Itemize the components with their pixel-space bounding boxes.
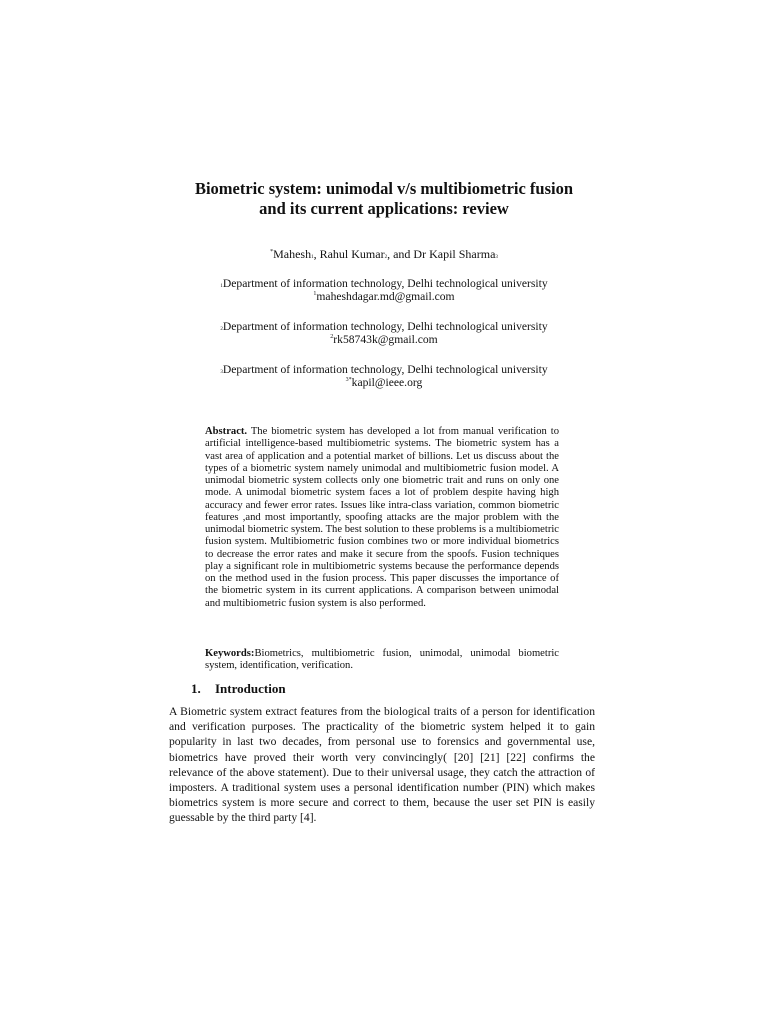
email-mark: 2	[330, 334, 334, 341]
affiliation-dept: Department of information technology, Delhi technological university	[222, 277, 548, 290]
section-number: 1.	[191, 681, 201, 696]
author-index-3: 3	[495, 255, 498, 260]
email-mark: 3*	[345, 377, 352, 384]
keywords-text: Biometrics, multibiometric fusion, unimodal, unimodal biometric system, identification, verification.	[205, 648, 559, 672]
affiliation-email: rk58743k@gmail.com	[333, 333, 438, 346]
abstract-label: Abstract.	[205, 426, 248, 437]
title-line-1: Biometric system: unimodal v/s multibiometric fusion	[194, 179, 574, 198]
author-mahesh: Mahesh	[273, 247, 312, 261]
abstract	[205, 426, 559, 610]
author-rahul-kumar: , Rahul Kumar	[313, 247, 385, 261]
email-mark: 1	[313, 291, 317, 298]
corresponding-mark: *	[270, 249, 274, 255]
section-title: Introduction	[215, 681, 286, 696]
affiliation-1	[150, 277, 618, 303]
affiliation-index: 3	[220, 370, 223, 375]
affiliation-index: 2	[220, 327, 223, 332]
affiliation-email: kapil@ieee.org	[351, 376, 423, 389]
affiliation-email: maheshdagar.md@gmail.com	[316, 290, 455, 303]
author-index-1: 1	[311, 255, 314, 260]
affiliation-3	[150, 363, 618, 389]
section-heading-introduction	[191, 681, 286, 697]
paper-title	[150, 179, 618, 219]
author-kapil-sharma: , and Dr Kapil Sharma	[387, 247, 496, 261]
keywords	[205, 648, 559, 673]
title-line-2: and its current applications: review	[259, 199, 509, 218]
author-list	[150, 246, 618, 262]
affiliation-2	[150, 320, 618, 346]
keywords-label: Keywords:	[205, 648, 255, 659]
affiliation-index: 1	[220, 284, 223, 289]
abstract-text: The biometric system has developed a lot from manual verification to artificial intelligence-based multibiometric systems. The biometric system has a vast area of application and a potential market of billions. Let us discuss about the types of a biometric system namely unimodal and multibiometric fusion model. A unimodal biometric system collects only one biometric trait and runs on only one mode. A unimodal biometric system faces a lot of problem despite having high accuracy and fewer error rates. Issues like intra-class variation, common biometric features ,and most importantly, spoofing attacks are the major problem with the unimodal biometric system. The best solution to these problems is a multibiometric fusion system. Multibiometric fusion combines two or more individual biometrics to decrease the error rates and make it secure from the spoofs. Fusion techniques play a significant role in multibiometric systems because the performance depends on the method used in the fusion process. This paper discusses the importance of the biometric system in its current applications. A comparison between unimodal and multibiometric fusion system is also performed.	[205, 426, 559, 609]
affiliation-dept: Department of information technology, Delhi technological university	[222, 363, 548, 376]
author-index-2: 2	[384, 255, 388, 260]
affiliation-dept: Department of information technology, Delhi technological university	[222, 320, 548, 333]
introduction-paragraph: A Biometric system extract features from the biological traits of a person for identification and verification purposes. The practicality of the biometric system helped it to gain popularity in last two decades, from personal use to forensics and governmental use, biometrics have proved their worth very convincingly( [20] [21] [22] confirms the relevance of the above statement). Due to their universal usage, they catch the attraction of imposters. A traditional system uses a personal identification number (PIN) which makes biometrics system is more secure and correct to them, because the user set PIN is easily guessable by the third party [4].	[169, 705, 595, 825]
